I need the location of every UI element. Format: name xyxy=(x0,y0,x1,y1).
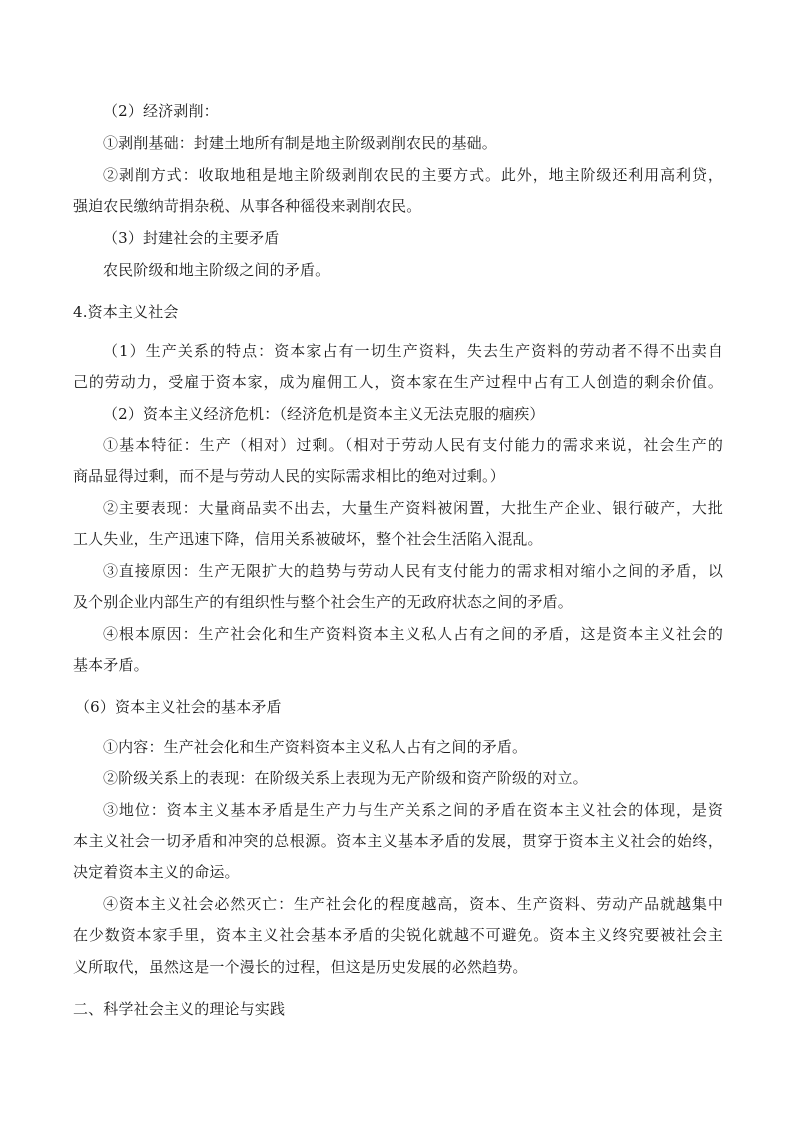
paragraph-line: ①基本特征：生产（相对）过剩。（相对于劳动人民有支付能力的需求来说，社会生产的 xyxy=(103,436,723,454)
paragraph-line: 基本矛盾。 xyxy=(73,656,149,674)
paragraph-line: 本主义社会一切矛盾和冲突的总根源。资本主义基本矛盾的发展，贯穿于资本主义社会的始终， xyxy=(73,832,723,850)
paragraph-line: 己的劳动力，受雇于资本家，成为雇佣工人，资本家在生产过程中占有工人创造的剩余价值。 xyxy=(73,373,723,391)
paragraph-line: 农民阶级和地主阶级之间的矛盾。 xyxy=(103,261,331,279)
paragraph-line: ②剥削方式：收取地租是地主阶级剥削农民的主要方式。此外，地主阶级还利用高利贷， xyxy=(103,166,723,184)
paragraph-line: 决定着资本主义的命运。 xyxy=(73,863,240,881)
paragraph-line: 强迫农民缴纳苛捐杂税、从事各种徭役来剥削农民。 xyxy=(73,197,422,215)
paragraph-line: ①剥削基础：封建土地所有制是地主阶级剥削农民的基础。 xyxy=(103,134,497,152)
subheading-economic-exploitation: （2）经济剥削： xyxy=(103,102,219,120)
paragraph-line: ①内容：生产社会化和生产资料资本主义私人占有之间的矛盾。 xyxy=(103,738,528,756)
paragraph-line: 在少数资本家手里，资本主义社会基本矛盾的尖锐化就越不可避免。资本主义终究要被社会主 xyxy=(73,926,723,944)
paragraph-line: 义所取代，虽然这是一个漫长的过程，但这是历史发展的必然趋势。 xyxy=(73,958,528,976)
subheading-economic-crisis: （2）资本主义经济危机：（经济危机是资本主义无法克服的痼疾） xyxy=(103,405,545,423)
paragraph-line: ②主要表现：大量商品卖不出去，大量生产资料被闲置，大批生产企业、银行破产，大批 xyxy=(103,499,723,517)
subheading-main-contradiction: （3）封建社会的主要矛盾 xyxy=(103,229,280,247)
paragraph-line: ④资本主义社会必然灭亡：生产社会化的程度越高，资本、生产资料、劳动产品就越集中 xyxy=(103,895,723,913)
section-heading-capitalist-society: 4.资本主义社会 xyxy=(73,303,179,321)
paragraph-line: ④根本原因：生产社会化和生产资料资本主义私人占有之间的矛盾，这是资本主义社会的 xyxy=(103,625,723,643)
paragraph-line: ③直接原因：生产无限扩大的趋势与劳动人民有支付能力的需求相对缩小之间的矛盾，以 xyxy=(103,562,723,580)
paragraph-line: 工人失业，生产迅速下降，信用关系被破坏，整个社会生活陷入混乱。 xyxy=(73,530,543,548)
subheading-basic-contradiction: （6）资本主义社会的基本矛盾 xyxy=(75,698,282,716)
paragraph-line: ②阶级关系上的表现：在阶级关系上表现为无产阶级和资产阶级的对立。 xyxy=(103,769,588,787)
section-heading-scientific-socialism: 二、科学社会主义的理论与实践 xyxy=(73,1000,286,1018)
paragraph-line: 及个别企业内部生产的有组织性与整个社会生产的无政府状态之间的矛盾。 xyxy=(73,593,573,611)
paragraph-line: 商品显得过剩，而不是与劳动人民的实际需求相比的绝对过剩。） xyxy=(73,467,505,485)
paragraph-line: （1）生产关系的特点：资本家占有一切生产资料，失去生产资料的劳动者不得不出卖自 xyxy=(103,342,723,360)
paragraph-line: ③地位：资本主义基本矛盾是生产力与生产关系之间的矛盾在资本主义社会的体现，是资 xyxy=(103,801,723,819)
